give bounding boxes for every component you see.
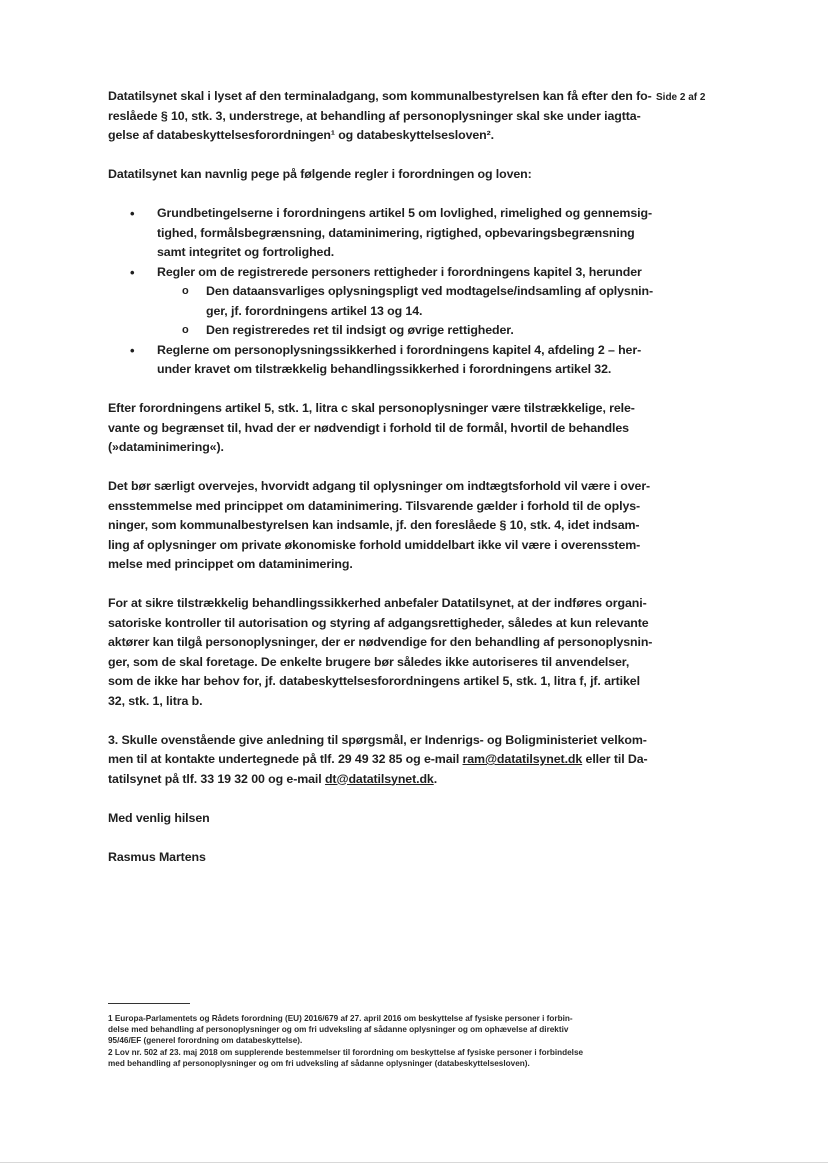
text-line: ger, som de skal foretage. De enkelte brugere bør således ikke autoriseres til anvendelser, — [108, 654, 630, 669]
list-item — [108, 204, 652, 263]
text-line: • Grundbetingelserne i forordningens artikel 5 om lovlighed, rimelighed og gennemsig- — [157, 206, 652, 220]
text-line: som de ikke har behov for, jf. databeskyttelsesforordningens artikel 5, stk. 1, litra f, jf. artikel — [108, 674, 640, 688]
footnote-2 — [108, 1047, 628, 1069]
text-line: 32, stk. 1, litra b. — [108, 693, 203, 708]
text-line: (»dataminimering«). — [108, 440, 224, 454]
text-segment: tatilsynet på tlf. 33 19 32 00 og e-mail — [108, 771, 325, 786]
text-line: Datatilsynet skal i lyset af den terminaladgang, som kommunalbestyrelsen kan få efter den fo- — [108, 89, 652, 103]
list-item — [108, 341, 642, 380]
text-line: ling af oplysninger om private økonomiske forhold umiddelbart ikke vil være i overensstem- — [108, 537, 641, 552]
text-line: tighed, formålsbegrænsning, dataminimering, rigtighed, opbevaringsbegrænsning — [157, 225, 635, 240]
footnote-line: delse med behandling af personoplysninger og om fri udveksling af sådanne oplysninger og om ophævelse af direktiv — [108, 1025, 569, 1035]
intro-paragraph — [108, 87, 652, 146]
text-line: aktører kan tilgå personoplysninger, der er nødvendige for den behandling af personoplysnin- — [108, 635, 653, 649]
text-line: Efter forordningens artikel 5, stk. 1, litra c skal personoplysninger være tilstrækkelige, rele- — [108, 401, 635, 415]
text-line: o Den dataansvarliges oplysningspligt ved modtagelse/indsamling af oplysnin- — [206, 284, 654, 298]
text-line: under kravet om tilstrækkelig behandlingssikkerhed i forordningens artikel 32. — [157, 362, 612, 376]
text-line: 3. Skulle ovenstående give anledning til spørgsmål, er Indenrigs- og Boligministeriet velkom- — [108, 732, 647, 747]
scan-edge-line — [0, 1162, 828, 1163]
text-line: • Reglerne om personoplysningssikkerhed i forordningens kapitel 4, afdeling 2 – her- — [157, 342, 642, 357]
footnote-divider — [108, 1003, 190, 1004]
closing-greeting: Med venlig hilsen — [108, 810, 210, 825]
footnote-1 — [108, 1013, 628, 1047]
text-line: Det bør særligt overvejes, hvorvidt adgang til oplysninger om indtægtsforhold vil være i over- — [108, 479, 651, 493]
footnote-line: 1 Europa-Parlamentets og Rådets forordning (EU) 2016/679 af 27. april 2016 om beskyttelse af fysiske personer i forbin- — [108, 1014, 573, 1023]
rules-intro-paragraph: Datatilsynet kan navnlig pege på følgende regler i forordningen og loven: — [108, 167, 532, 181]
page-number: Side 2 af 2 — [656, 92, 706, 103]
text-line: satoriske kontroller til autorisation og styring af adgangsrettigheder, således at kun relevante — [108, 615, 649, 630]
text-line: reslåede § 10, stk. 3, understrege, at behandling af personoplysninger skal ske under iagtta- — [108, 108, 641, 123]
text-line: ninger, som kommunalbestyrelsen kan indsamle, jf. den foreslåede § 10, stk. 4, idet indsam- — [108, 518, 640, 532]
text-line: ensstemmelse med princippet om dataminimering. Tilsvarende gælder i forhold til de oplys- — [108, 498, 641, 513]
text-line: o Den registreredes ret til indsigt og øvrige rettigheder. — [206, 323, 514, 337]
text-line: gelse af databeskyttelsesforordningen¹ og databeskyttelsesloven². — [108, 128, 494, 142]
security-paragraph — [108, 594, 653, 711]
text-line: • Regler om de registrerede personers rettigheder i forordningens kapitel 3, herunder — [157, 264, 642, 279]
text-line: ger, jf. forordningens artikel 13 og 14. — [206, 303, 423, 318]
email-link-ram[interactable]: ram@datatilsynet.dk — [462, 752, 583, 766]
list-item — [108, 263, 654, 341]
email-link-dt[interactable]: dt@datatilsynet.dk — [324, 771, 434, 786]
letter-body — [108, 87, 654, 887]
text-line: melse med princippet om dataminimering. — [108, 557, 353, 571]
text-line — [108, 750, 648, 770]
footnotes — [108, 1013, 628, 1069]
footnote-line: 95/46/EF (generel forordning om databeskyttelse). — [108, 1036, 303, 1046]
rules-list — [108, 204, 654, 380]
text-segment: men til at kontakte undertegnede på tlf. 29 49 32 85 og e-mail — [108, 752, 463, 766]
text-line: For at sikre tilstrækkelig behandlingssikkerhed anbefaler Datatilsynet, at der indføres organi- — [108, 596, 647, 610]
text-segment: eller til Da- — [582, 752, 648, 766]
footnote-line: med behandling af personoplysninger og om fri udveksling af sådanne oplysninger (databeskyttelsesloven). — [108, 1058, 530, 1068]
dataminimization-paragraph — [108, 399, 635, 458]
sub-list — [157, 282, 654, 341]
contact-paragraph — [108, 731, 648, 790]
footnote-line: 2 Lov nr. 502 af 23. maj 2018 om supplerende bestemmelser til forordning om beskyttelse af fysiske personer i forbindelse — [108, 1047, 584, 1057]
sub-list-item — [180, 321, 632, 341]
text-line: samt integritet og fortrolighed. — [157, 245, 335, 259]
sub-list-item — [180, 282, 654, 321]
text-line — [108, 770, 632, 790]
text-segment: . — [433, 771, 438, 786]
signature-name: Rasmus Martens — [108, 849, 206, 864]
text-line: vante og begrænset til, hvad der er nødvendigt i forhold til de formål, hvortil de behandles — [108, 420, 629, 435]
income-paragraph — [108, 477, 651, 575]
